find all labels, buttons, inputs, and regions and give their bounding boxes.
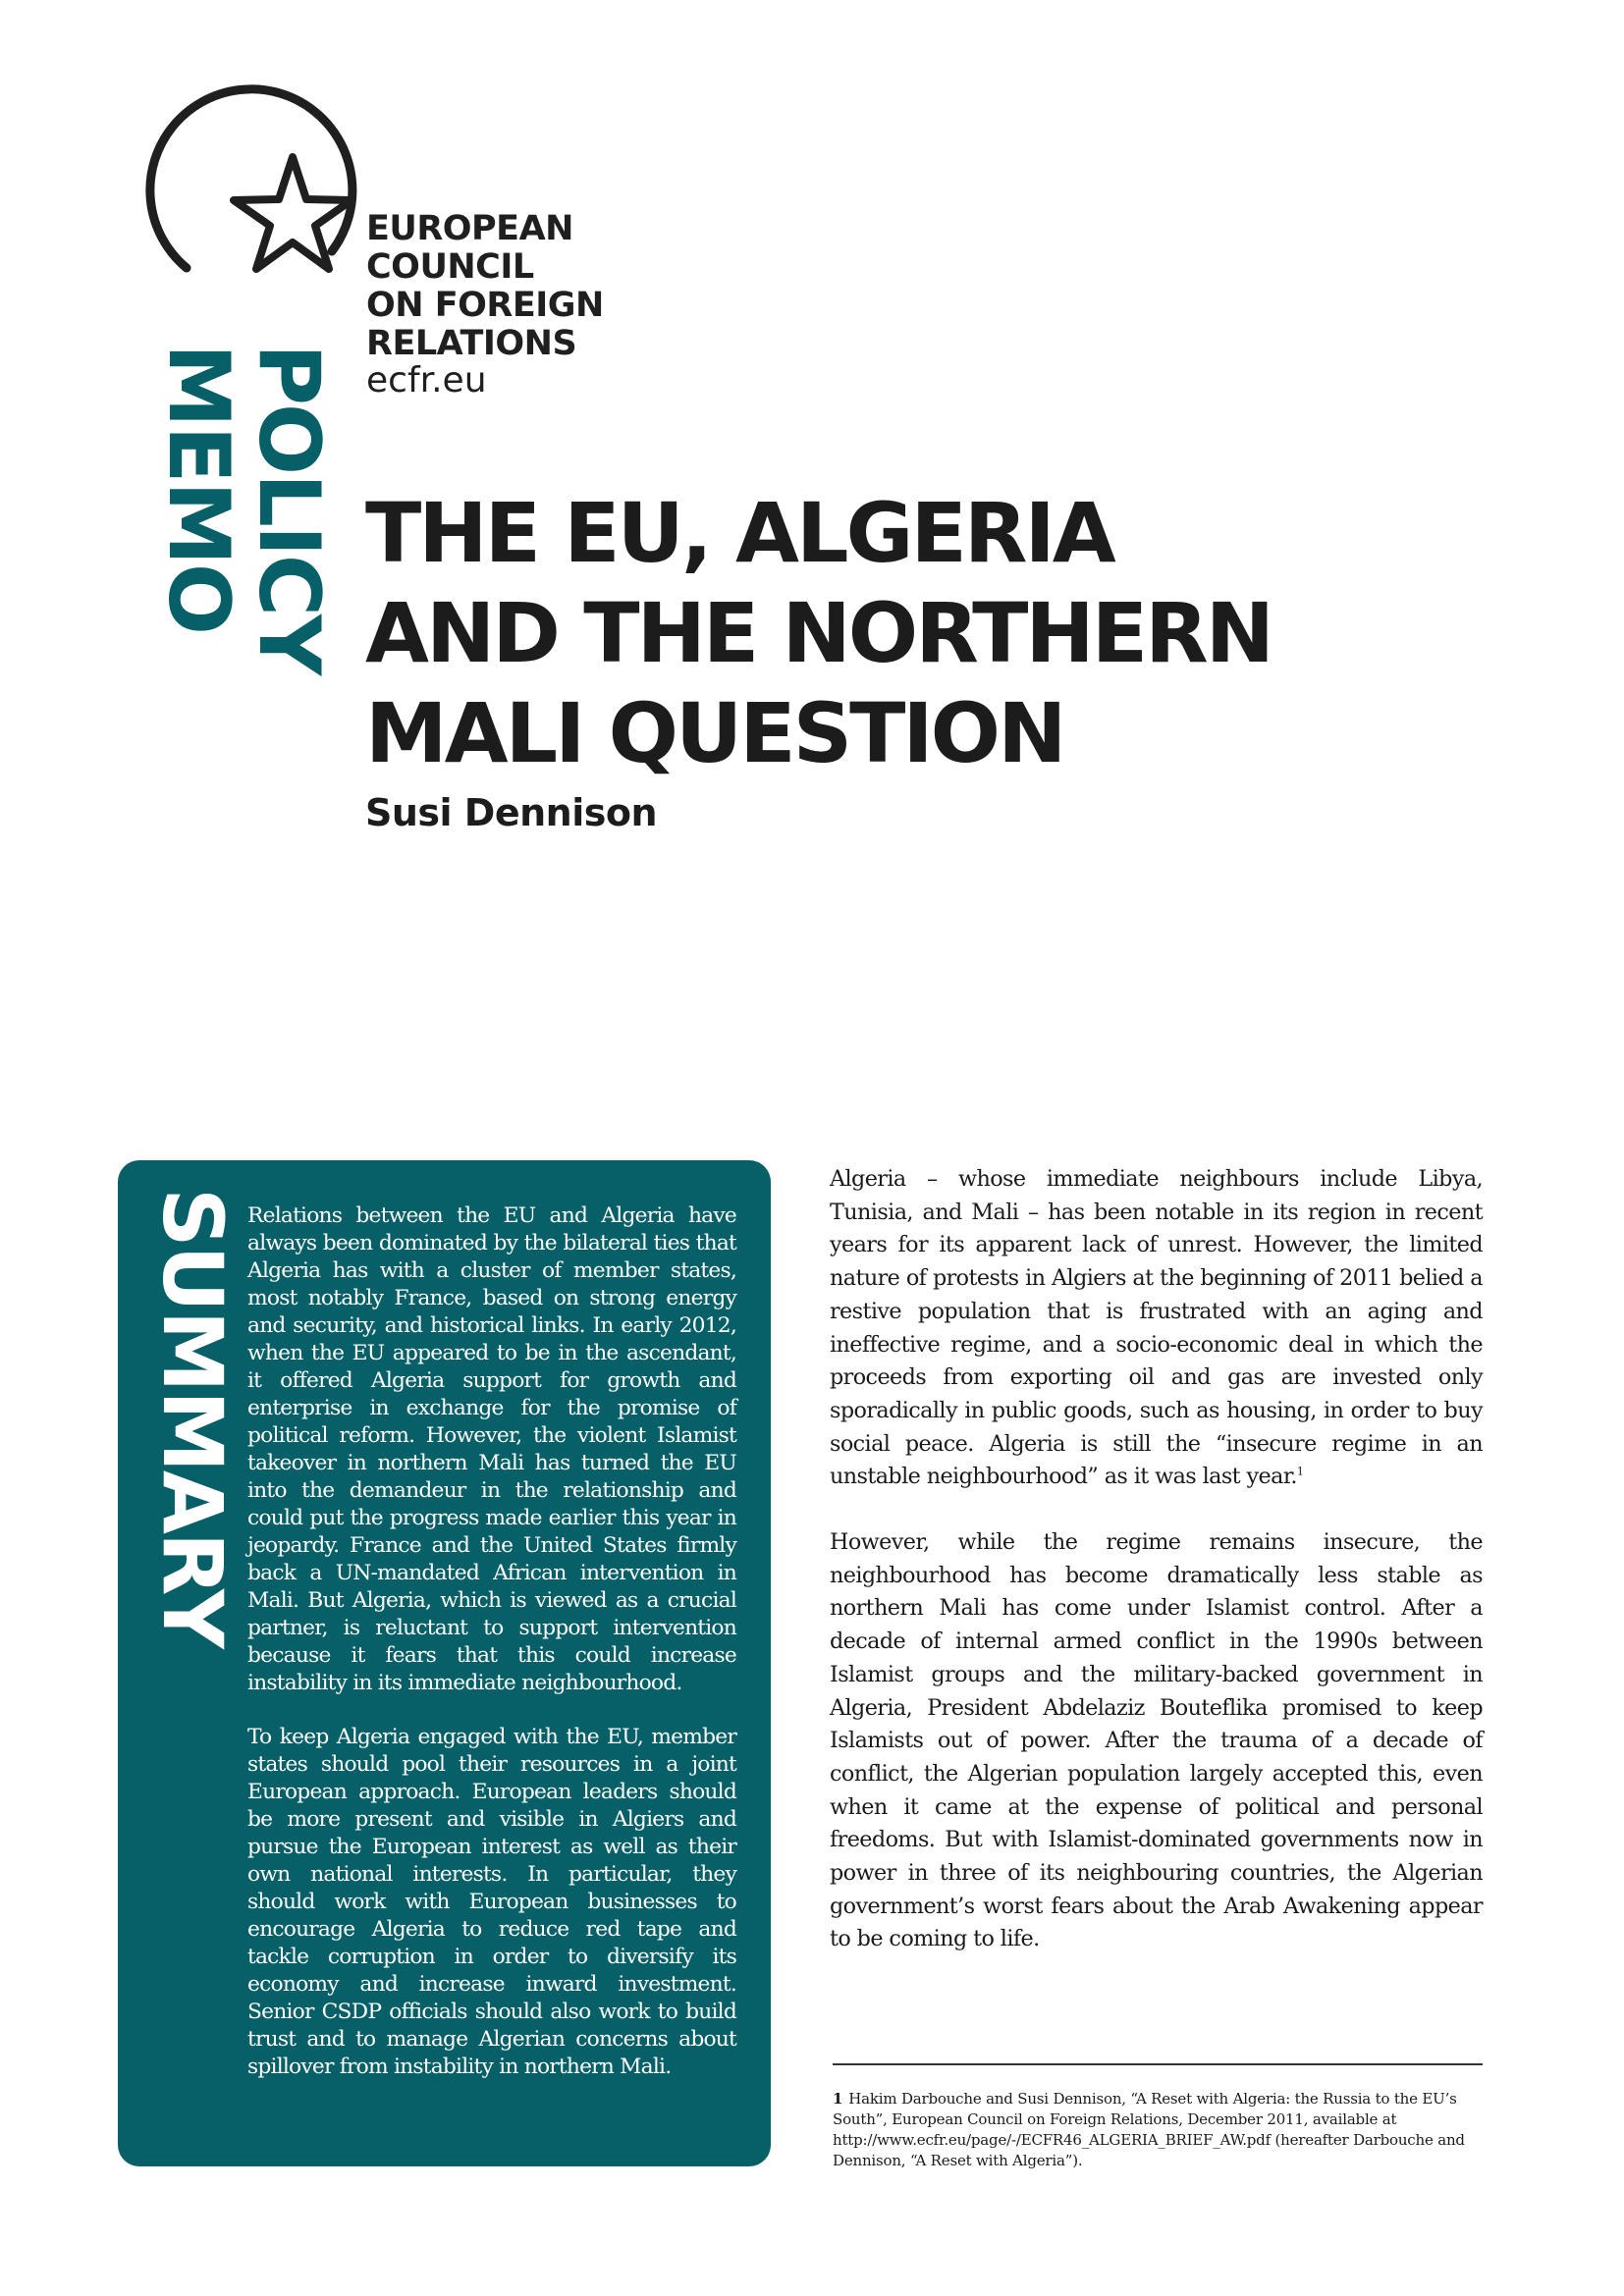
org-name-line: RELATIONS: [366, 324, 577, 363]
summary-text: [247, 1202, 736, 2108]
summary-paragraph: To keep Algeria engaged with the EU, member states should pool their resources in a joint European approach. European leaders should be more present and visible in Algiers and pursue the European interest as well as their own national interests. In particular, they should work with European businesses to encourage Algeria to reduce red tape and tackle corruption in order to diversify its economy and increase inward investment. Senior CSDP officials should also work to build trust and to manage Algerian concerns about spillover from instability in northern Mali.: [247, 1725, 736, 2079]
title-line: AND THE NORTHERN: [365, 585, 1272, 681]
series-label: [137, 344, 338, 697]
title-line: THE EU, ALGERIA: [365, 485, 1113, 581]
body-paragraph-text: Algeria – whose immediate neighbours include Libya, Tunisia, and Mali – has been notable in its region in recent years for its apparent lack of unrest. However, the limited nature of protests in Algiers at the beginning of 2011 belied a restive population that is frustrated with an aging and ineffective regime, and a socio-economic deal in which the proceeds from exporting oil and gas are invested only sporadically in public goods, such as housing, in order to buy social peace. Algeria is still the “insecure regime in an unstable neighbourhood” as it was last year.: [830, 1166, 1483, 1490]
summary-label: [145, 1188, 239, 1737]
org-name: [366, 210, 604, 363]
body-paragraph: [830, 1163, 1483, 1494]
author-name: Susi Dennison: [365, 791, 658, 834]
footnote-text: Hakim Darbouche and Susi Dennison, “A Reset with Algeria: the Russia to the EU’s South”, European Council on Foreign Relations, December 2011, available at http://www.ecfr.eu/page/-/ECFR46_ALGERIA_BRIEF_AW.pdf (hereafter Darbouche and Dennison, “A Reset with Algeria”).: [833, 2090, 1465, 2169]
series-label-line: POLICY: [240, 344, 338, 674]
body-text: [830, 1163, 1483, 1989]
footnote-ref[interactable]: 1: [1296, 1465, 1304, 1478]
page-title: [365, 483, 1272, 783]
summary-paragraph: Relations between the EU and Algeria have always been dominated by the bilateral ties that Algeria has with a cluster of member states, most notably France, based on strong energy and security, and historical links. In early 2012, when the EU appeared to be in the ascendant, it offered Algeria support for growth and enterprise in exchange for the promise of political reform. However, the violent Islamist takeover in northern Mali has turned the EU into the demandeur in the relationship and could put the progress made earlier this year in jeopardy. France and the United States firmly back a UN-mandated African intervention in Mali. But Algeria, which is viewed as a crucial partner, is reluctant to support intervention because it fears that this could increase instability in its immediate neighbourhood.: [247, 1203, 736, 1695]
series-label-line: MEMO: [149, 344, 247, 634]
summary-label-text: SUMMARY: [144, 1188, 241, 1647]
body-paragraph: However, while the regime remains insecure, the neighbourhood has become dramatically less stable as northern Mali has come under Islamist control. After a decade of internal armed conflict in the 1990s between Islamist groups and the military-backed government in Algeria, President Abdelaziz Bouteflika promised to keep Islamists out of power. After the trauma of a decade of conflict, the Algerian population largely accepted this, even when it came at the expense of political and personal freedoms. But with Islamist-dominated governments now in power in three of its neighbouring countries, the Algerian government’s worst fears about the Arab Awakening appear to be coming to life.: [830, 1529, 1483, 1952]
org-name-line: ON FOREIGN: [366, 286, 604, 325]
footnote-divider: [833, 2063, 1483, 2065]
title-line: MALI QUESTION: [365, 685, 1064, 781]
org-url: ecfr.eu: [366, 360, 487, 400]
footnote: [833, 2089, 1471, 2171]
org-name-line: COUNCIL: [366, 247, 534, 287]
ecfr-star-logo-icon: [128, 67, 363, 302]
org-name-line: EUROPEAN: [366, 209, 573, 248]
footnote-number: 1: [833, 2090, 843, 2108]
